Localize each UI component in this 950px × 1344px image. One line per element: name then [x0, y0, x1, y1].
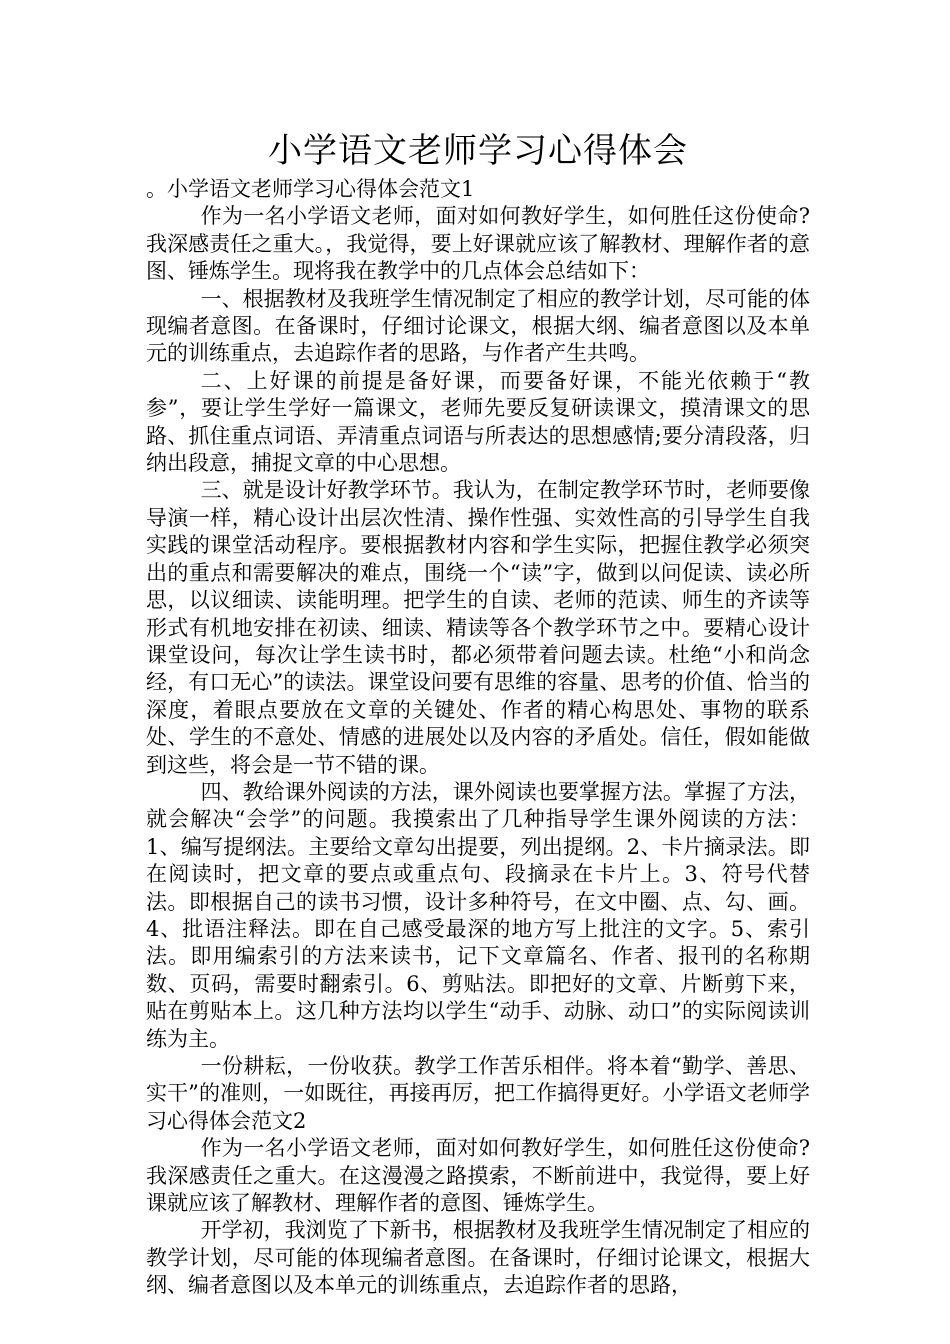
paragraph-6: 一份耕耘，一份收获。教学工作苦乐相伴。将本着“勤学、善思、实干”的准则，一如既往，再接再厉，把工作搞得更好。小学语文老师学习心得体会范文2	[146, 1054, 810, 1133]
document-page	[146, 128, 810, 1300]
paragraph-7: 作为一名小学语文老师，面对如何教好学生，如何胜任这份使命?我深感责任之重大。在这漫漫之路摸索，不断前进中，我觉得，要上好课就应该了解教材、理解作者的意图、锤炼学生。	[146, 1136, 810, 1216]
paragraph-8: 开学初，我浏览了下新书，根据教材及我班学生情况制定了相应的教学计划，尽可能的体现编者意图。在备课时，仔细讨论课文，根据大纲、编者意图以及本单元的训练重点，去追踪作者的思路，	[146, 1218, 810, 1298]
paragraph-1: 作为一名小学语文老师，面对如何教好学生，如何胜任这份使命?我深感责任之重大。，我觉得，要上好课就应该了解教材、理解作者的意图、锤炼学生。现将我在教学中的几点体会总结如下：	[146, 204, 810, 284]
paragraph-3: 二、上好课的前提是备好课，而要备好课，不能光依赖于“教参”，要让学生学好一篇课文，老师先要反复研读课文，摸清课文的思路、抓住重点词语、弄清重点词语与所表达的思想感情;要分清段落，归纳出段意，捕捉文章的中心思想。	[146, 368, 810, 476]
paragraph-4: 三、就是设计好教学环节。我认为，在制定教学环节时，老师要像导演一样，精心设计出层次性清、操作性强、实效性高的引导学生自我实践的课堂活动程序。要根据教材内容和学生实际，把握住教学必须突出的重点和需要解决的难点，围绕一个“读”字，做到以问促读、读必所思，以议细读、读能明理。把学生的自读、老师的范读、师生的齐读等形式有机地安排在初读、细读、精读等各个教学环节之中。要精心设计课堂设问，每次让学生读书时，都必须带着问题去读。杜绝“小和尚念经，有口无心”的读法。课堂设问要有思维的容量、思考的价值、恰当的深度，着眼点要放在文章的关键处、作者的精心构思处、事物的联系处、学生的不意处、情感的进展处以及内容的矛盾处。信任，假如能做到这些，将会是一节不错的课。	[146, 478, 810, 777]
intro-line: 。小学语文老师学习心得体会范文1	[146, 177, 475, 201]
paragraph-2: 一、根据教材及我班学生情况制定了相应的教学计划，尽可能的体现编者意图。在备课时，仔细讨论课文，根据大纲、编者意图以及本单元的训练重点，去追踪作者的思路，与作者产生共鸣。	[146, 286, 810, 366]
document-title: 小学语文老师学习心得体会	[268, 131, 688, 171]
paragraph-5: 四、教给课外阅读的方法，课外阅读也要掌握方法。掌握了方法，就会解决“会学”的问题。我摸索出了几种指导学生课外阅读的方法：1、编写提纲法。主要给文章勾出提要，列出提纲。2、卡片摘录法。即在阅读时，把文章的要点或重点句、段摘录在卡片上。3、符号代替法。即根据自己的读书习惯，设计多种符号，在文中圈、点、勾、画。4、批语注释法。即在自己感受最深的地方写上批注的文字。5、索引法。即用编索引的方法来读书，记下文章篇名、作者、报刊的名称期数、页码，需要时翻索引。6、剪贴法。即把好的文章、片断剪下来，贴在剪贴本上。这几种方法均以学生“动手、动脉、动口”的实际阅读训练为主。	[146, 779, 810, 1051]
